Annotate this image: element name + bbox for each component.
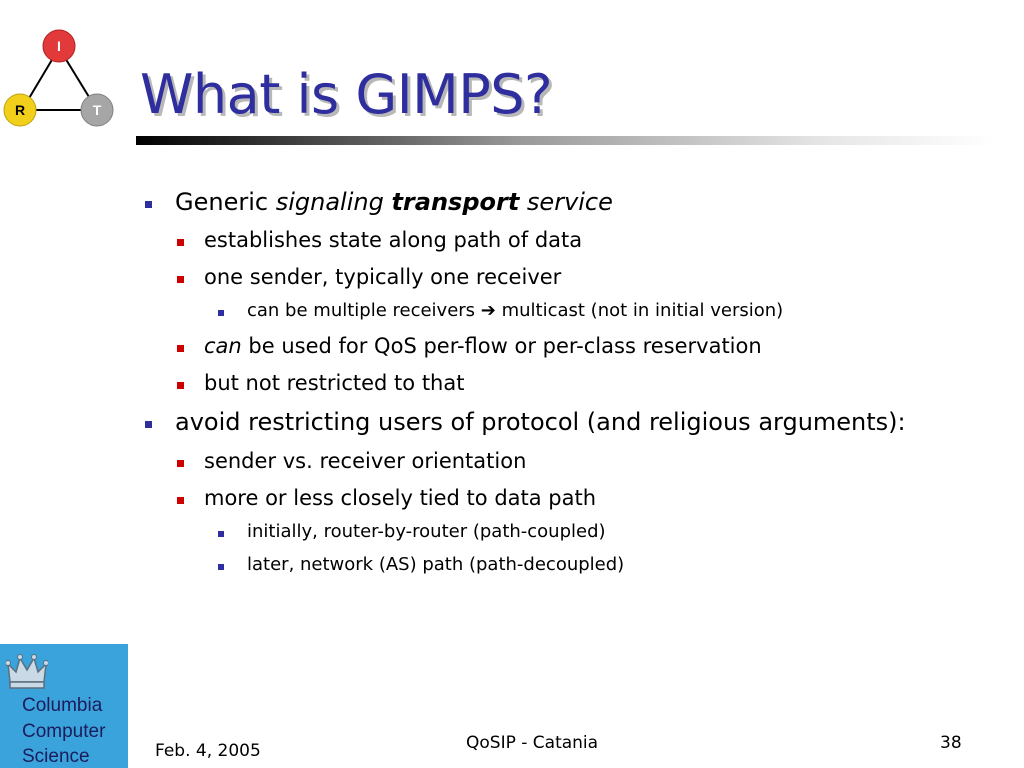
- slide-title: What is GIMPS?: [140, 63, 553, 126]
- bullet-text: [204, 488, 596, 509]
- institution-line-3: Science: [22, 746, 90, 767]
- bullet-text-part: establishes state along path of data: [204, 228, 583, 252]
- bullet-marker-icon: [177, 497, 184, 504]
- bullet-text-part: service: [519, 188, 613, 216]
- bullet-marker-icon: [145, 201, 152, 208]
- bullet-text-part: signaling: [275, 188, 392, 216]
- bullet-text-part: Generic: [175, 188, 276, 216]
- bullet-marker-icon: [218, 310, 224, 316]
- bullet-text-part: ➔: [480, 300, 496, 321]
- bullet-text-part: be used for QoS per-flow or per-class reservation: [241, 334, 762, 358]
- bullet-text-part: sender vs. receiver orientation: [204, 449, 527, 473]
- bullet-text-part: can be multiple receivers: [247, 300, 481, 321]
- bullet-text: [204, 230, 582, 251]
- bullet-marker-icon: [177, 382, 184, 389]
- bullet-text: [204, 451, 526, 472]
- columbia-logo: [0, 644, 128, 768]
- footer-date: Feb. 4, 2005: [155, 741, 261, 761]
- crown-icon: [6, 652, 48, 692]
- bullet-text-part: can: [204, 334, 242, 358]
- logo-node-t: T: [92, 102, 102, 118]
- institution-line-2: Computer: [22, 721, 106, 742]
- bullet-text: [175, 190, 613, 214]
- bullet-text-part: but not restricted to that: [204, 371, 465, 395]
- bullet-text: [175, 410, 906, 434]
- bullet-marker-icon: [177, 460, 184, 467]
- bullet-text: [247, 523, 606, 541]
- bullet-text: [204, 267, 561, 288]
- bullet-marker-icon: [177, 345, 184, 352]
- bullet-text-part: more or less closely tied to data path: [204, 486, 597, 510]
- bullet-marker-icon: [145, 421, 152, 428]
- bullet-text: [247, 302, 783, 320]
- bullet-marker-icon: [218, 531, 224, 537]
- bullet-text-part: multicast (not in initial version): [495, 300, 784, 321]
- bullet-text: [247, 556, 624, 574]
- bullet-marker-icon: [177, 276, 184, 283]
- institution-line-1: Columbia: [22, 695, 103, 716]
- footer-title: QoSIP - Catania: [466, 733, 599, 753]
- logo-node-r: R: [14, 102, 26, 118]
- bullet-text: [204, 336, 762, 357]
- bullet-text-part: avoid restricting users of protocol (and religious arguments):: [175, 408, 906, 436]
- bullet-text-part: initially, router-by-router (path-coupled): [247, 521, 606, 542]
- footer-page-number: 38: [940, 733, 962, 753]
- bullet-text-part: one sender, typically one receiver: [204, 265, 562, 289]
- bullet-text-part: transport: [391, 188, 520, 216]
- bullet-marker-icon: [177, 239, 184, 246]
- bullet-text-part: later, network (AS) path (path-decoupled): [247, 554, 625, 575]
- bullet-marker-icon: [218, 564, 224, 570]
- logo-node-i: I: [57, 38, 61, 54]
- bullet-text: [204, 373, 464, 394]
